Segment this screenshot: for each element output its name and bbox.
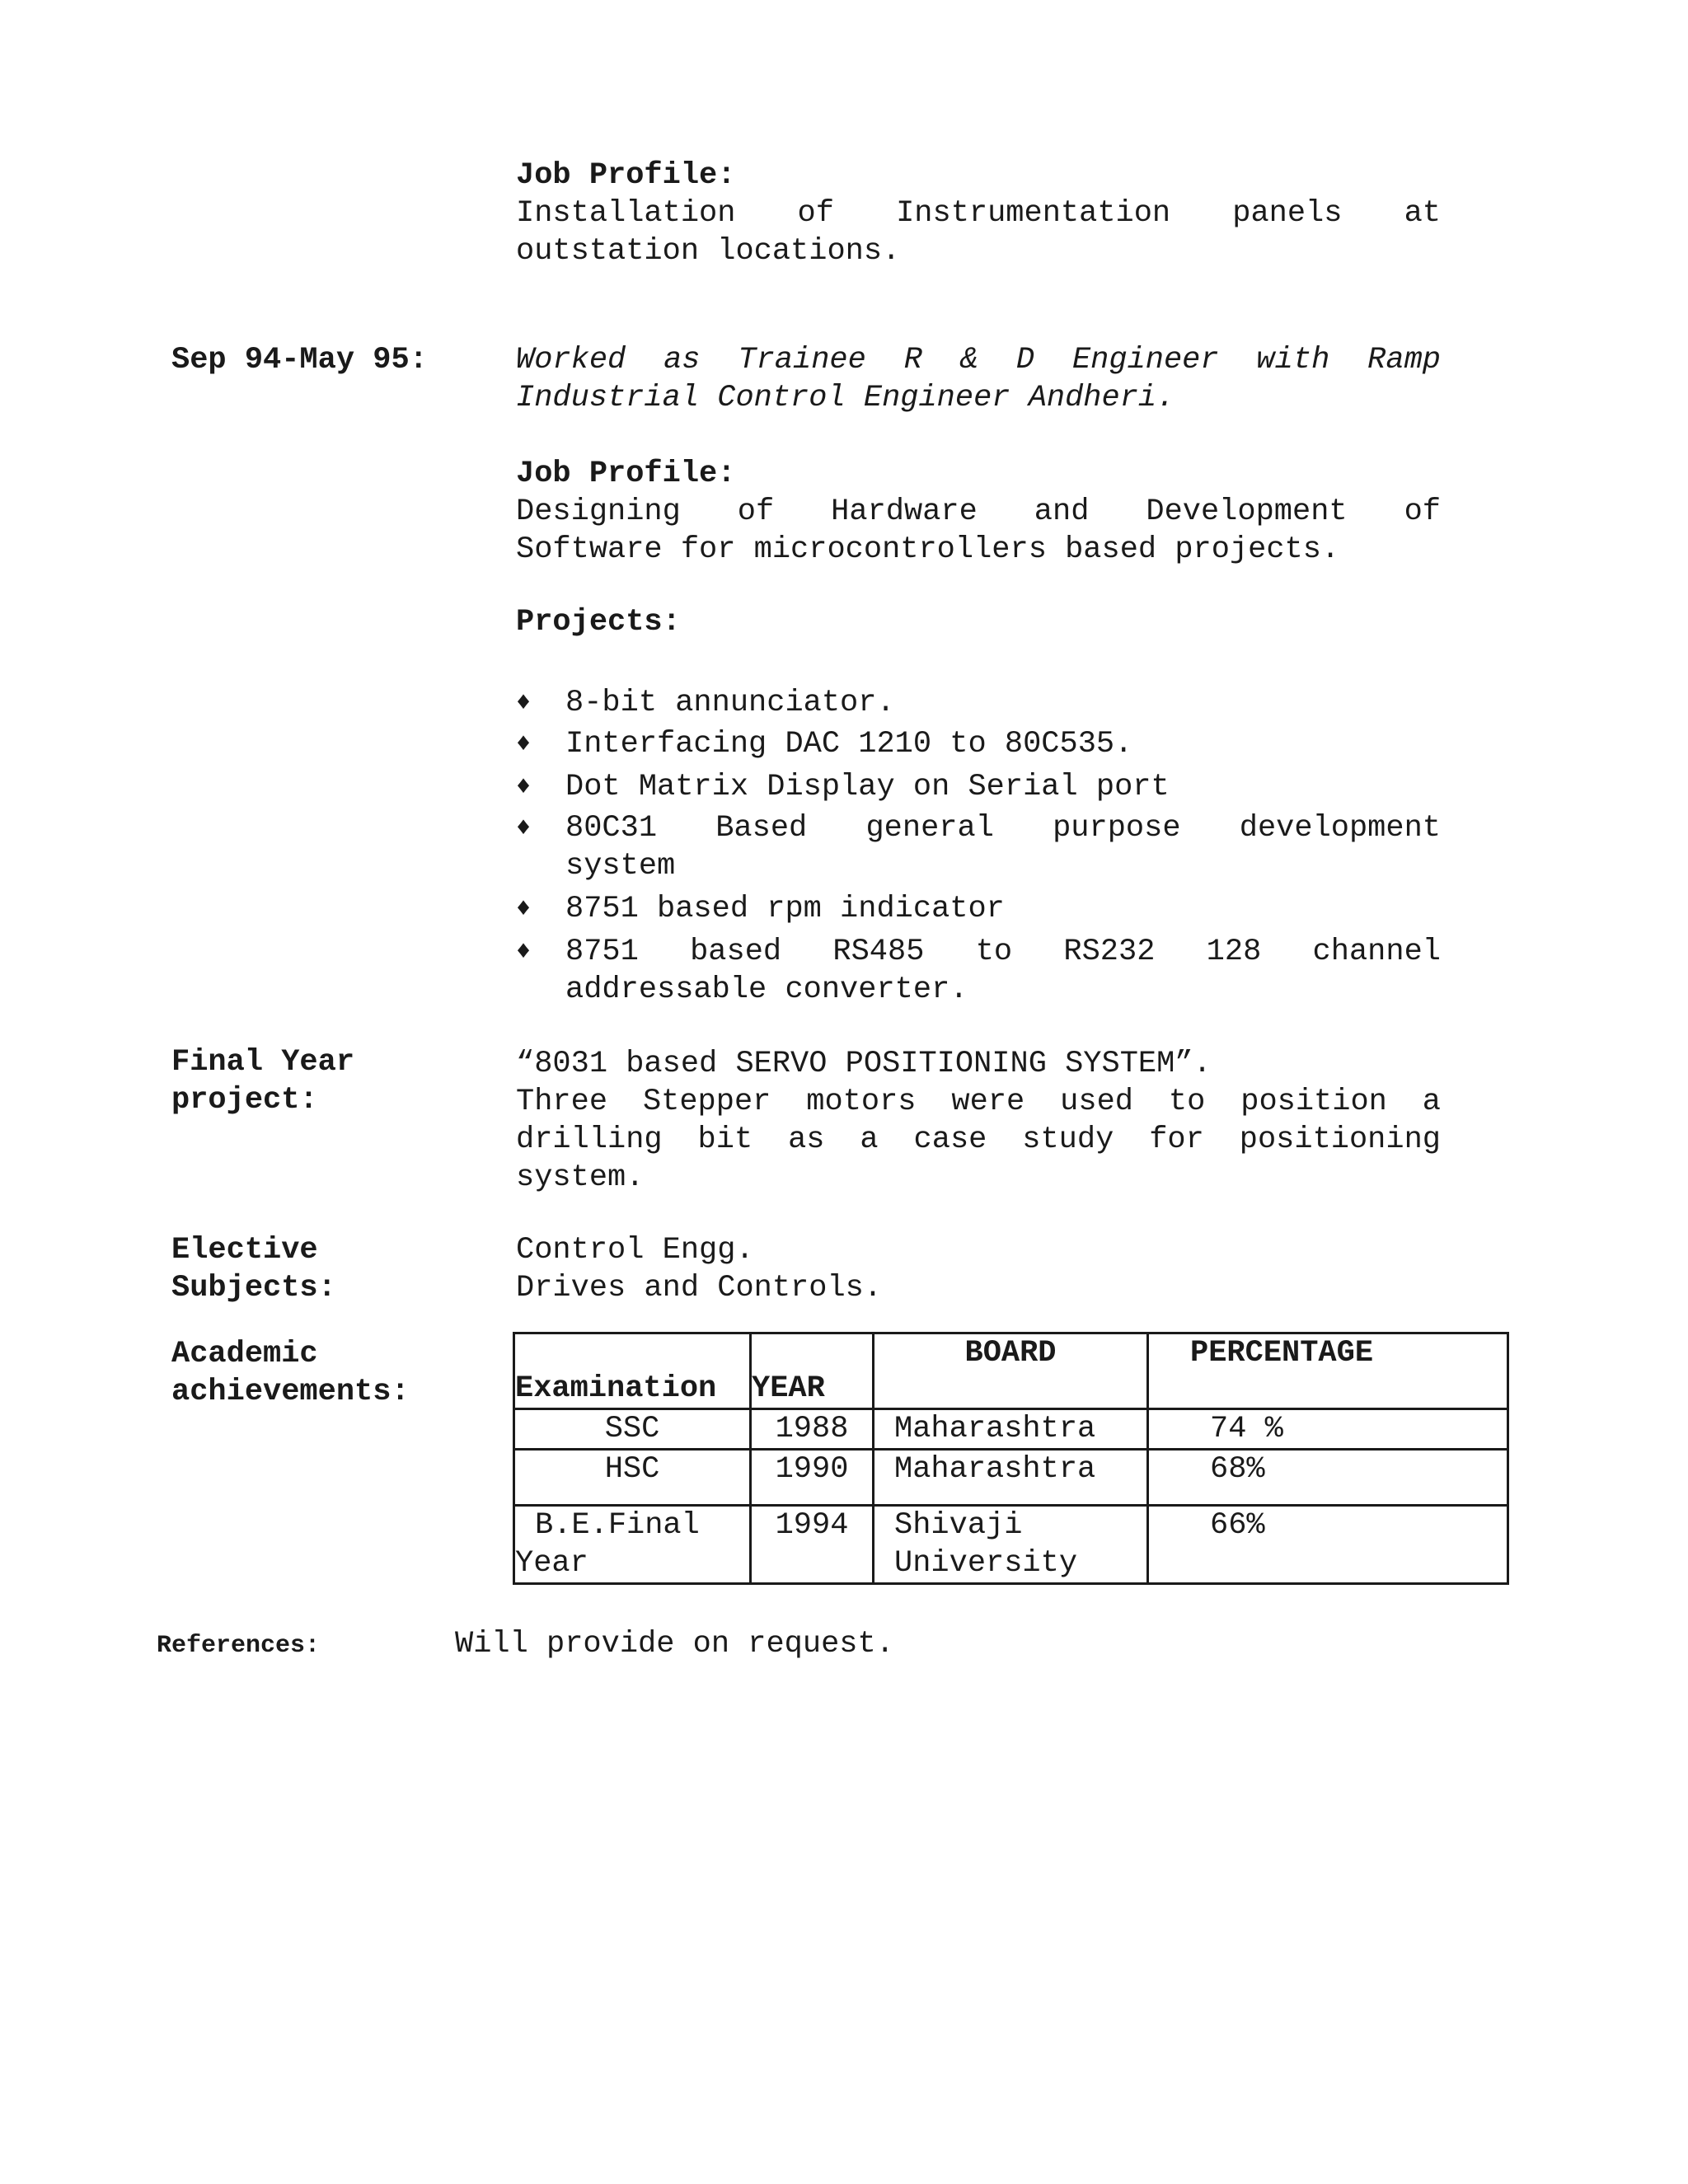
cell-percentage: 68% [1148,1450,1508,1506]
list-item [565,933,1441,1009]
academic-label [171,1335,410,1411]
header-percentage: PERCENTAGE [1148,1333,1508,1409]
final-year-text [516,1045,1441,1197]
cell-year: 1994 [751,1506,874,1584]
final-year-title: “8031 based SERVO POSITIONING SYSTEM”. [516,1047,1212,1081]
job-role-line: Worked as Trainee R & D Engineer with Ramp [516,343,1441,377]
diamond-bullet-icon: ♦ [516,895,532,923]
cell-examination: HSC [514,1450,751,1506]
cell-board-line: Shivaji [894,1508,1023,1543]
elective-subjects [516,1231,882,1307]
job-date-label: Sep 94-May 95: [171,343,428,377]
elective-subject: Drives and Controls. [516,1271,883,1305]
cell-year: 1988 [751,1409,874,1450]
final-year-label-line: Final Year [171,1045,355,1080]
cell-examination: SSC [514,1409,751,1450]
table-header-row [514,1333,1508,1409]
academic-table [513,1332,1509,1585]
projects-heading: Projects: [516,605,681,640]
cell-examination-line: B.E.Final [535,1508,700,1543]
list-item-line: 8751 based RS485 to RS232 128 channel [565,935,1441,969]
header-board: BOARD [874,1333,1148,1409]
diamond-bullet-icon: ♦ [516,814,532,842]
cell-board: Maharashtra [874,1450,1148,1506]
job-profile-line: Designing of Hardware and Development of [516,494,1441,529]
job-profile-heading: Job Profile: [516,457,736,491]
cell-examination-line: Year [515,1546,588,1581]
diamond-bullet-icon: ♦ [516,689,532,717]
elective-subject: Control Engg. [516,1233,754,1268]
academic-label-line: achievements: [171,1375,410,1409]
elective-label-line: Elective [171,1233,318,1268]
academic-label-line: Academic [171,1337,318,1371]
cell-percentage: 74 % [1148,1409,1508,1450]
job-profile-line: Installation of Instrumentation panels at [516,196,1441,231]
final-year-desc-line: Three Stepper motors were used to position a [516,1085,1441,1119]
list-item: Interfacing DAC 1210 to 80C535. [565,727,1133,762]
table-row [514,1506,1508,1584]
cell-board-line: University [894,1546,1078,1581]
job-profile-heading: Job Profile: [516,158,736,193]
final-year-desc-line: drilling bit as a case study for positioning [516,1122,1441,1157]
job-role-text [516,341,1441,417]
final-year-label-line: project: [171,1083,318,1118]
job-profile-text [516,493,1441,569]
table-row [514,1450,1508,1506]
references-label: References: [157,1632,321,1660]
references-value: Will provide on request. [455,1627,894,1661]
header-year: YEAR [751,1333,874,1409]
final-year-desc-line: system. [516,1160,645,1195]
elective-label [171,1231,336,1307]
list-item-line: system [565,849,676,883]
cell-percentage: 66% [1148,1506,1508,1584]
diamond-bullet-icon: ♦ [516,773,532,801]
job-profile-line: Software for microcontrollers based projects. [516,532,1340,567]
list-item: 8751 based rpm indicator [565,892,1005,926]
diamond-bullet-icon: ♦ [516,938,532,966]
table-row [514,1409,1508,1450]
elective-label-line: Subjects: [171,1271,336,1305]
list-item-line: addressable converter. [565,972,968,1007]
list-item [565,809,1441,885]
job-role-line: Industrial Control Engineer Andheri. [516,381,1175,415]
cell-board: Maharashtra [874,1409,1148,1450]
header-examination: Examination [514,1333,751,1409]
job-profile-line: outstation locations. [516,234,901,269]
list-item: Dot Matrix Display on Serial port [565,770,1170,804]
job-profile-text [516,194,1441,270]
list-item-line: 80C31 Based general purpose development [565,811,1441,846]
cell-board [874,1506,1148,1584]
cell-examination [514,1506,751,1584]
diamond-bullet-icon: ♦ [516,730,532,758]
final-year-label [171,1043,354,1119]
list-item: 8-bit annunciator. [565,686,895,720]
cell-year: 1990 [751,1450,874,1506]
